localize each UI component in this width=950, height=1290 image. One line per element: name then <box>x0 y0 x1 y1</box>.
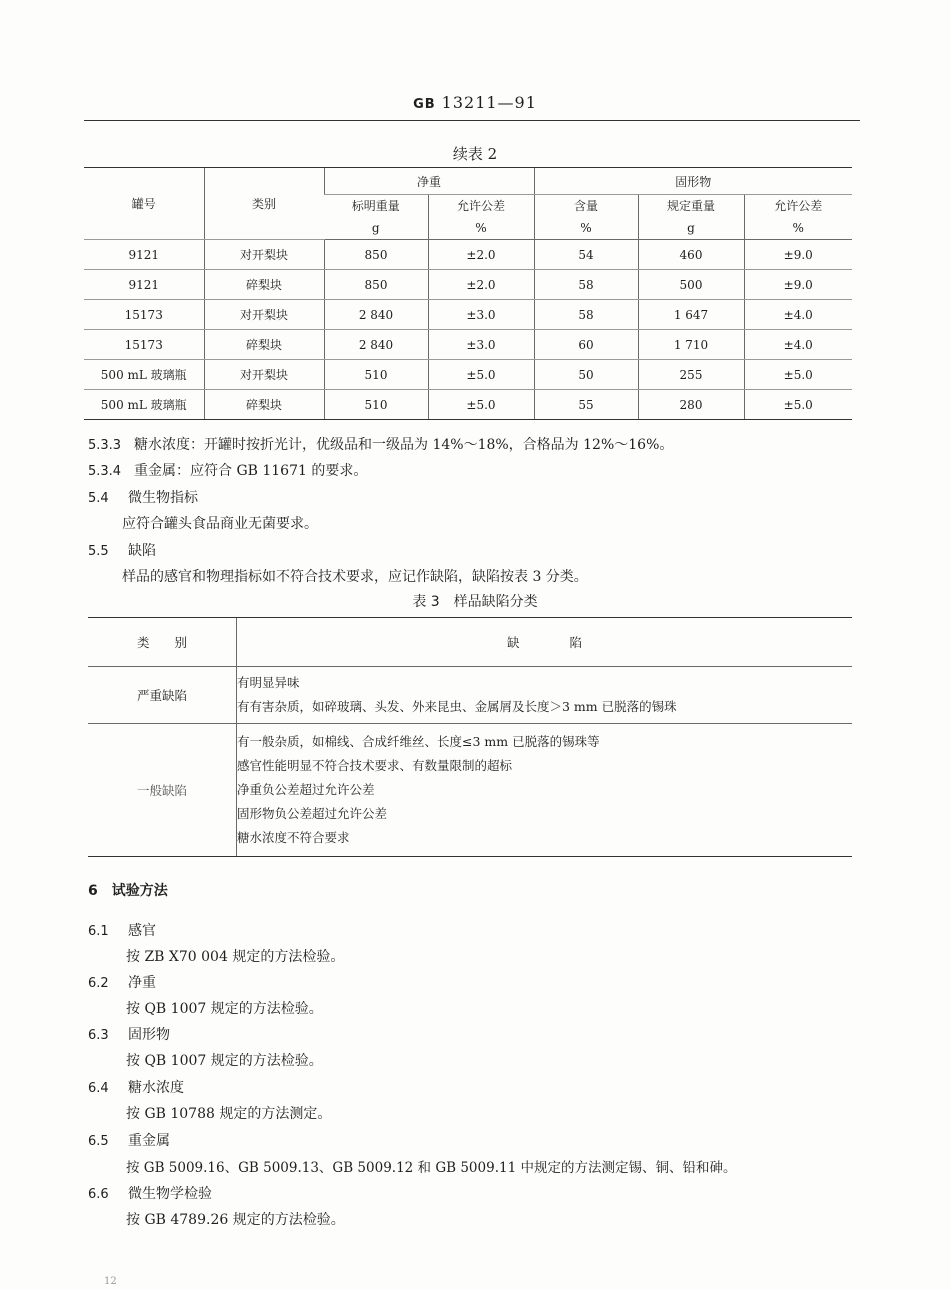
cell-solid-tol: ±5.0 <box>744 360 852 390</box>
clause-number: 5.3.3 <box>88 438 122 453</box>
defect-item: 糖水浓度不符合要求 <box>237 830 350 845</box>
defect-item: 固形物负公差超过允许公差 <box>237 806 388 821</box>
cell-net-tol: ±3.0 <box>428 300 534 330</box>
cell-solid-weight: 1 710 <box>638 330 744 360</box>
cell-net-weight: 510 <box>324 360 428 390</box>
clause-number: 6.1 <box>88 924 109 939</box>
cell-solid-weight: 280 <box>638 390 744 420</box>
cell-net-tol: ±2.0 <box>428 240 534 270</box>
cell-solid-content: 58 <box>534 300 638 330</box>
clause-number: 6.2 <box>88 976 109 991</box>
unit-label: g <box>324 217 428 240</box>
cell-solid-weight: 500 <box>638 270 744 300</box>
cell-solid-tol: ±4.0 <box>744 300 852 330</box>
clause-5-3-3 <box>88 434 673 454</box>
standard-number: 13211—91 <box>441 93 537 112</box>
clause-body: 按 ZB X70 004 规定的方法检验。 <box>126 949 345 965</box>
section-number: 6 <box>88 883 98 899</box>
clause-title: 净重 <box>128 975 156 991</box>
col-can-header: 罐号 <box>84 168 204 240</box>
cell-net-weight: 850 <box>324 270 428 300</box>
unit-label: g <box>638 217 744 240</box>
cell-can: 15173 <box>84 330 204 360</box>
cell-can: 9121 <box>84 240 204 270</box>
section-title: 试验方法 <box>111 883 168 899</box>
serious-defect-label: 严重缺陷 <box>88 667 237 724</box>
general-defect-label: 一般缺陷 <box>88 724 237 857</box>
clause-6-3 <box>88 1024 170 1044</box>
cell-solid-tol: ±5.0 <box>744 390 852 420</box>
cell-can: 500 mL 玻璃瓶 <box>84 390 204 420</box>
cell-solid-content: 60 <box>534 330 638 360</box>
clause-title: 重金属 <box>128 1133 170 1149</box>
table3 <box>88 617 852 857</box>
cell-net-weight: 850 <box>324 240 428 270</box>
cell-category: 对开梨块 <box>204 360 324 390</box>
clause-body: 按 GB 5009.16、GB 5009.13、GB 5009.12 和 GB 5009.11 中规定的方法测定锡、铜、铅和砷。 <box>126 1160 737 1176</box>
cell-can: 15173 <box>84 300 204 330</box>
clause-title: 缺陷 <box>128 543 156 559</box>
clause-number: 6.6 <box>88 1187 109 1202</box>
cell-solid-content: 58 <box>534 270 638 300</box>
section-6-heading <box>88 880 168 900</box>
cell-solid-tol: ±4.0 <box>744 330 852 360</box>
cell-category: 碎梨块 <box>204 270 324 300</box>
table-row <box>84 270 852 300</box>
clause-number: 5.4 <box>88 491 109 506</box>
table2-title: 续表 2 <box>452 145 498 163</box>
clause-5-3-4 <box>88 460 367 480</box>
table-row <box>88 724 852 857</box>
cell-category: 碎梨块 <box>204 390 324 420</box>
cell-net-tol: ±2.0 <box>428 270 534 300</box>
cell-category: 碎梨块 <box>204 330 324 360</box>
defect-item: 有一般杂质，如棉线、合成纤维丝、长度≤3 mm 已脱落的锡珠等 <box>237 734 600 749</box>
table-row <box>84 300 852 330</box>
clause-number: 6.4 <box>88 1081 109 1096</box>
clause-6-5 <box>88 1130 170 1150</box>
clause-number: 6.3 <box>88 1028 109 1043</box>
clause-title: 微生物指标 <box>128 490 198 506</box>
sub-header: 含量 <box>534 195 638 217</box>
cell-category: 对开梨块 <box>204 240 324 270</box>
clause-title: 微生物学检验 <box>128 1186 212 1202</box>
header-rule <box>84 120 860 121</box>
sub-header: 规定重量 <box>638 195 744 217</box>
clause-body: 按 QB 1007 规定的方法检验。 <box>126 1053 323 1069</box>
defect-item: 感官性能明显不符合技术要求、有数量限制的超标 <box>237 758 513 773</box>
cell-solid-content: 55 <box>534 390 638 420</box>
col-category-header: 类别 <box>204 168 324 240</box>
cell-solid-weight: 460 <box>638 240 744 270</box>
unit-label: % <box>534 217 638 240</box>
cell-can: 9121 <box>84 270 204 300</box>
clause-5-4 <box>88 487 198 507</box>
clause-6-6 <box>88 1183 212 1203</box>
cell-net-weight: 2 840 <box>324 330 428 360</box>
cell-net-weight: 2 840 <box>324 300 428 330</box>
table-row <box>88 667 852 724</box>
col-defect-header: 缺 陷 <box>237 618 853 667</box>
clause-5-5-body: 样品的感官和物理指标如不符合技术要求，应记作缺陷，缺陷按表 3 分类。 <box>122 569 588 585</box>
clause-body: 按 QB 1007 规定的方法检验。 <box>126 1001 323 1017</box>
cell-net-tol: ±5.0 <box>428 360 534 390</box>
cell-solid-weight: 1 647 <box>638 300 744 330</box>
standard-prefix: GB <box>413 97 436 112</box>
defect-item: 净重负公差超过允许公差 <box>237 782 375 797</box>
table3-title: 表 3 样品缺陷分类 <box>412 594 538 610</box>
cell-solid-tol: ±9.0 <box>744 270 852 300</box>
clause-title: 固形物 <box>128 1027 170 1043</box>
defect-item: 有明显异味 <box>237 675 300 690</box>
clause-5-5 <box>88 540 156 560</box>
clause-6-4 <box>88 1077 184 1097</box>
col-category-header: 类 别 <box>88 618 237 667</box>
clause-body: 按 GB 4789.26 规定的方法检验。 <box>126 1212 345 1228</box>
clause-text: 重金属：应符合 GB 11671 的要求。 <box>134 463 368 479</box>
sub-header: 允许公差 <box>428 195 534 217</box>
cell-can: 500 mL 玻璃瓶 <box>84 360 204 390</box>
cell-solid-weight: 255 <box>638 360 744 390</box>
clause-5-4-body: 应符合罐头食品商业无菌要求。 <box>122 516 318 532</box>
defect-item: 有有害杂质，如碎玻璃、头发、外来昆虫、金属屑及长度＞3 mm 已脱落的锡珠 <box>237 699 677 714</box>
cell-net-tol: ±5.0 <box>428 390 534 420</box>
table2 <box>84 167 852 420</box>
sub-header: 标明重量 <box>351 199 400 214</box>
clause-number: 5.3.4 <box>88 464 122 479</box>
clause-6-1 <box>88 920 156 940</box>
clause-6-2 <box>88 972 156 992</box>
standard-header <box>0 93 950 112</box>
table-row <box>84 330 852 360</box>
table-row <box>84 240 852 270</box>
group-solid-header: 固形物 <box>534 168 852 195</box>
unit-label: % <box>744 217 852 240</box>
clause-title: 感官 <box>128 923 156 939</box>
clause-title: 糖水浓度 <box>128 1080 184 1096</box>
unit-label: % <box>428 217 534 240</box>
cell-category: 对开梨块 <box>204 300 324 330</box>
cell-net-tol: ±3.0 <box>428 330 534 360</box>
cell-solid-tol: ±9.0 <box>744 240 852 270</box>
clause-text: 糖水浓度：开罐时按折光计，优级品和一级品为 14%～18%，合格品为 12%～16%。 <box>134 437 674 453</box>
table-row <box>84 390 852 420</box>
clause-number: 5.5 <box>88 544 109 559</box>
clause-body: 按 GB 10788 规定的方法测定。 <box>126 1106 332 1122</box>
sub-header: 允许公差 <box>744 195 852 217</box>
group-net-header: 净重 <box>324 168 534 195</box>
cell-net-weight: 510 <box>324 390 428 420</box>
table-row <box>84 360 852 390</box>
page-number: 12 <box>104 1276 117 1287</box>
clause-number: 6.5 <box>88 1134 109 1149</box>
cell-solid-content: 50 <box>534 360 638 390</box>
cell-solid-content: 54 <box>534 240 638 270</box>
